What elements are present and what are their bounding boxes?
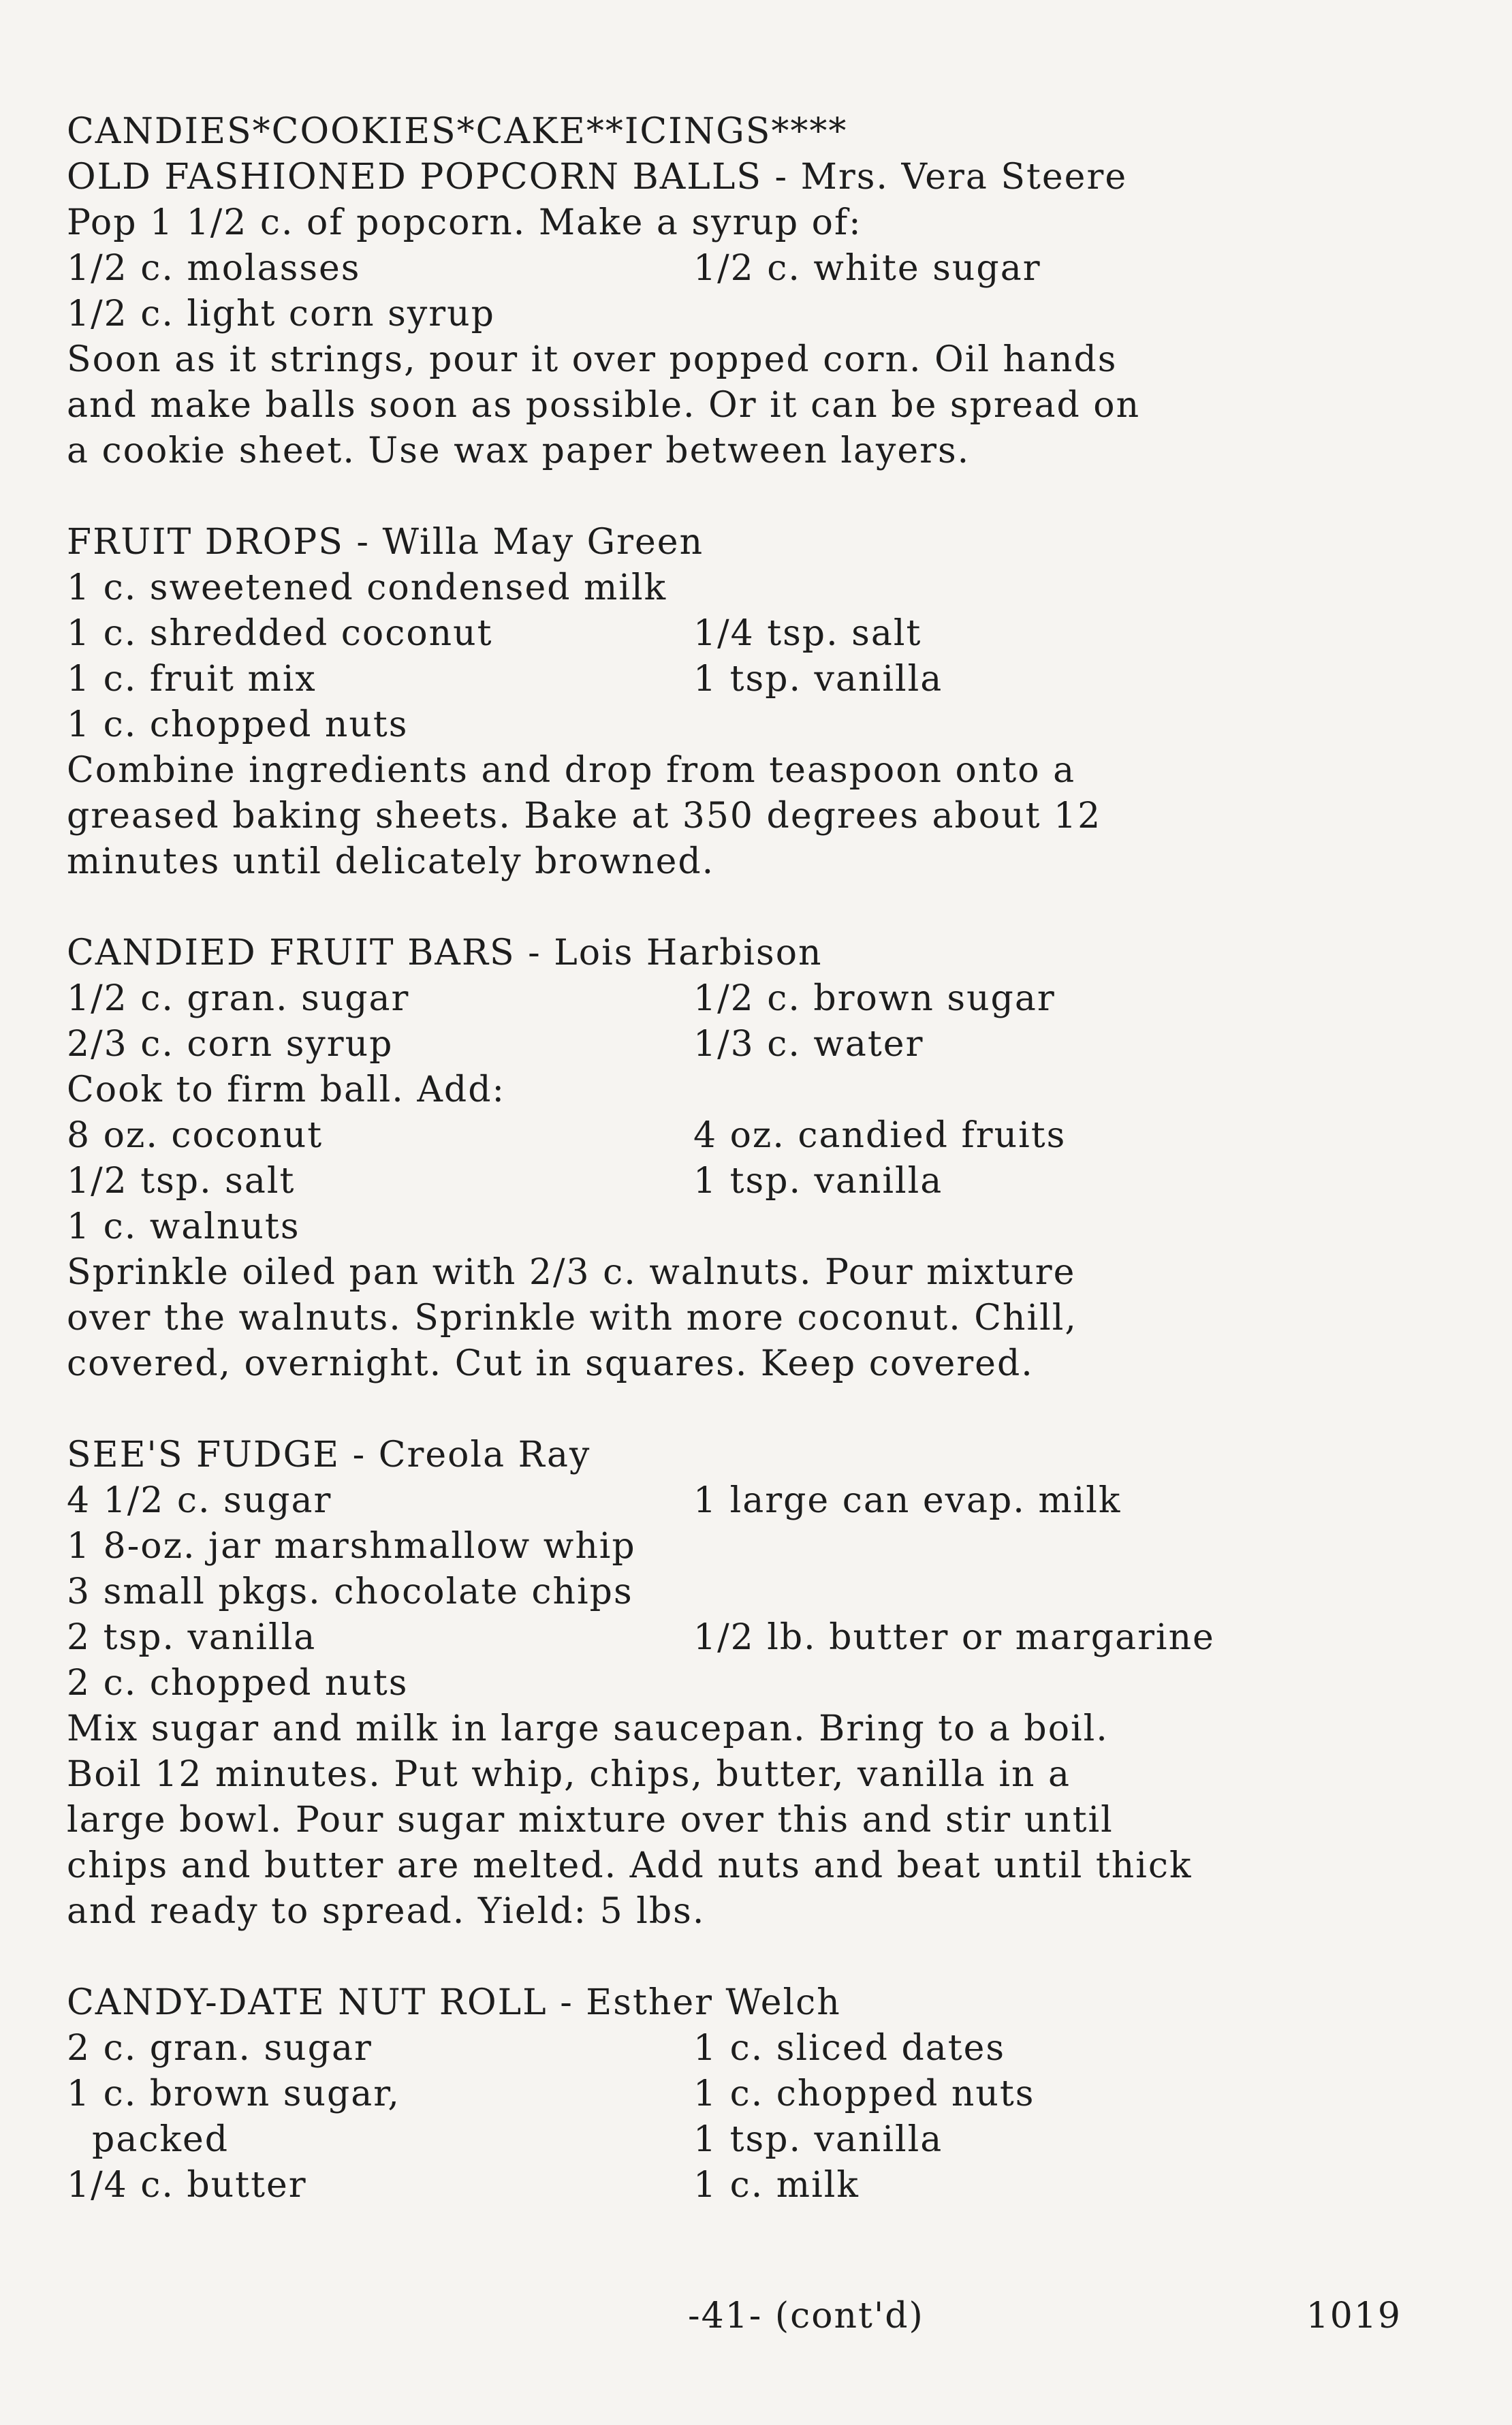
direction-line: minutes until delicately browned. <box>67 841 715 882</box>
page-number: 1019 <box>1306 2296 1402 2336</box>
ingredient-row <box>67 1478 1415 1524</box>
ingredient-row <box>67 292 1415 337</box>
ingredient: 2 tsp. vanilla <box>67 1617 317 1658</box>
ingredient: 1 c. chopped nuts <box>693 2074 1035 2114</box>
direction-line: and ready to spread. Yield: 5 lbs. <box>67 1891 706 1932</box>
ingredient: 1/2 c. white sugar <box>693 248 1041 289</box>
ingredient: 1 large can evap. milk <box>693 1480 1122 1521</box>
ingredient-row <box>67 1661 1415 1706</box>
recipe-text <box>67 109 1415 2208</box>
direction-line: covered, overnight. Cut in squares. Keep covered. <box>67 1343 1034 1384</box>
direction-line: a cookie sheet. Use wax paper between layers. <box>67 431 971 471</box>
direction-line: Mix sugar and milk in large saucepan. Bring to a boil. <box>67 1708 1109 1749</box>
ingredient-row <box>67 1615 1415 1661</box>
recipe-title: SEE'S FUDGE - Creola Ray <box>67 1435 591 1475</box>
ingredient: 2 c. gran. sugar <box>67 2028 373 2069</box>
ingredient: 1 tsp. vanilla <box>693 2119 943 2160</box>
ingredient-row <box>67 702 1415 748</box>
ingredient: 1/4 tsp. salt <box>693 613 922 654</box>
ingredient: 1/4 c. butter <box>67 2165 307 2206</box>
ingredient-row <box>67 611 1415 657</box>
section-header: CANDIES*COOKIES*CAKE**ICINGS**** <box>67 111 848 152</box>
ingredient: 4 oz. candied fruits <box>693 1115 1067 1156</box>
ingredient-row <box>67 976 1415 1022</box>
ingredient-row <box>67 246 1415 292</box>
ingredient-row <box>67 1159 1415 1204</box>
ingredient: 1/2 c. light corn syrup <box>67 294 495 334</box>
ingredient-row <box>67 1022 1415 1067</box>
ingredient: 2 c. chopped nuts <box>67 1663 409 1704</box>
ingredient: 4 1/2 c. sugar <box>67 1480 332 1521</box>
ingredient: 1 c. walnuts <box>67 1206 300 1247</box>
ingredient: 1 tsp. vanilla <box>693 1161 943 1202</box>
ingredient: 1/3 c. water <box>693 1024 924 1065</box>
ingredient-row <box>67 2163 1415 2208</box>
direction-line: large bowl. Pour sugar mixture over this and stir until <box>67 1800 1114 1841</box>
ingredient: 8 oz. coconut <box>67 1115 324 1156</box>
ingredient-row <box>67 657 1415 702</box>
direction-line: over the walnuts. Sprinkle with more coconut. Chill, <box>67 1298 1077 1339</box>
ingredient-row <box>67 1524 1415 1569</box>
ingredient: 2/3 c. corn syrup <box>67 1024 394 1065</box>
ingredient: 1/2 c. brown sugar <box>693 978 1056 1019</box>
direction-line: Boil 12 minutes. Put whip, chips, butter, vanilla in a <box>67 1754 1071 1795</box>
direction-line: chips and butter are melted. Add nuts and beat until thick <box>67 1845 1193 1886</box>
recipe-title: CANDY-DATE NUT ROLL - Esther Welch <box>67 1982 841 2023</box>
recipe-intro: Pop 1 1/2 c. of popcorn. Make a syrup of: <box>67 202 862 243</box>
recipe-title: FRUIT DROPS - Willa May Green <box>67 522 704 563</box>
recipe-step: Cook to firm ball. Add: <box>67 1069 505 1110</box>
ingredient: 1 c. milk <box>693 2165 860 2206</box>
ingredient: 1 c. chopped nuts <box>67 704 409 745</box>
direction-line: and make balls soon as possible. Or it can be spread on <box>67 385 1141 426</box>
page-label: -41- (cont'd) <box>688 2296 924 2336</box>
ingredient-row <box>67 1113 1415 1159</box>
ingredient: 1 8-oz. jar marshmallow whip <box>67 1526 636 1567</box>
ingredient: 1/2 c. gran. sugar <box>67 978 410 1019</box>
direction-line: Sprinkle oiled pan with 2/3 c. walnuts. Pour mixture <box>67 1252 1076 1293</box>
ingredient: 1 c. sweetened condensed milk <box>67 567 667 608</box>
ingredient: 1 tsp. vanilla <box>693 659 943 700</box>
ingredient: 1/2 lb. butter or margarine <box>693 1617 1215 1658</box>
direction-line: Combine ingredients and drop from teaspoon onto a <box>67 750 1076 791</box>
ingredient-row <box>67 2026 1415 2071</box>
recipe-title: OLD FASHIONED POPCORN BALLS - Mrs. Vera Steere <box>67 157 1128 198</box>
ingredient: 1/2 tsp. salt <box>67 1161 296 1202</box>
recipe-title: CANDIED FRUIT BARS - Lois Harbison <box>67 933 823 973</box>
ingredient-row <box>67 565 1415 611</box>
ingredient: 1 c. sliced dates <box>693 2028 1006 2069</box>
ingredient: 1 c. shredded coconut <box>67 613 493 654</box>
direction-line: greased baking sheets. Bake at 350 degrees about 12 <box>67 796 1102 836</box>
direction-line: Soon as it strings, pour it over popped corn. Oil hands <box>67 339 1118 380</box>
ingredient: packed <box>67 2119 230 2160</box>
ingredient-row <box>67 1204 1415 1250</box>
ingredient: 1 c. fruit mix <box>67 659 317 700</box>
ingredient: 1/2 c. molasses <box>67 248 361 289</box>
ingredient: 1 c. brown sugar, <box>67 2074 400 2114</box>
ingredient-row <box>67 1569 1415 1615</box>
ingredient: 3 small pkgs. chocolate chips <box>67 1571 633 1612</box>
ingredient-row <box>67 2071 1415 2117</box>
ingredient-row <box>67 2117 1415 2163</box>
